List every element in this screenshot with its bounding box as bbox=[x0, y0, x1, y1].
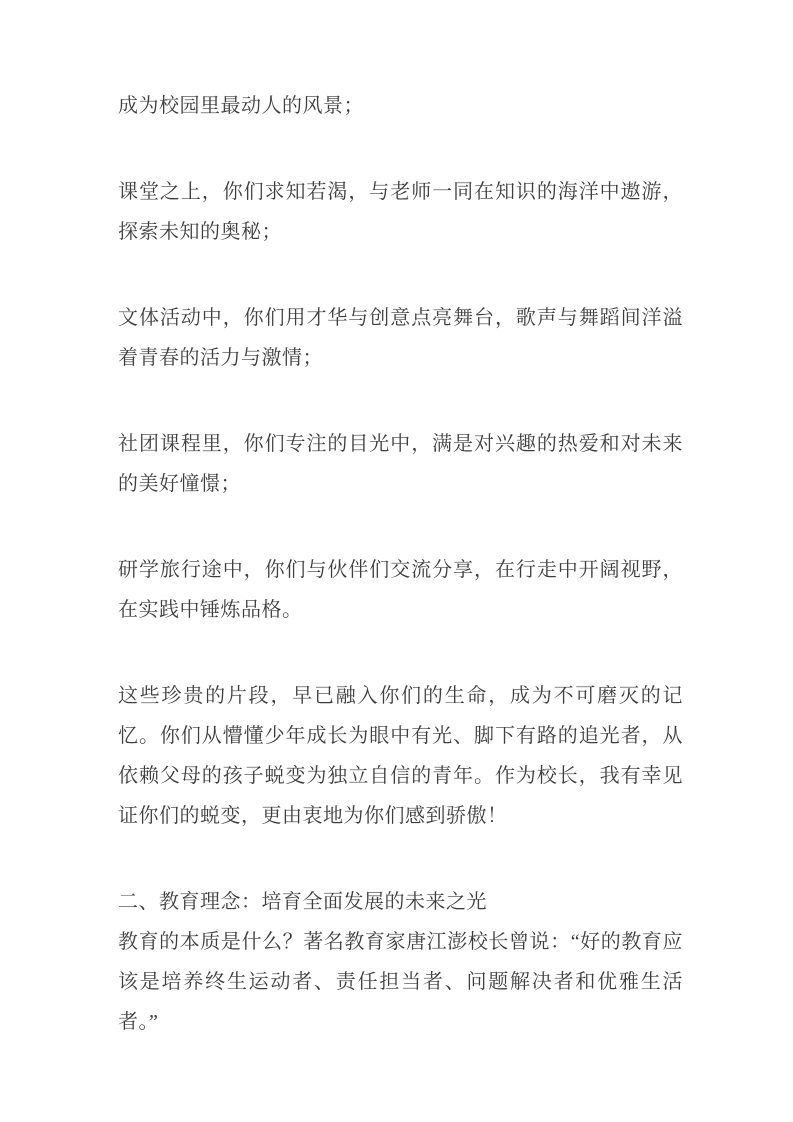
paragraph-education-essence: 教育的本质是什么？著名教育家唐江澎校长曾说：“好的教育应该是培养终生运动者、责任担当者、问题解决者和优雅生活者。” bbox=[118, 931, 683, 1033]
paragraph-activities: 文体活动中，你们用才华与创意点亮舞台，歌声与舞蹈间洋溢着青春的活力与激情； bbox=[118, 307, 683, 369]
paragraph-classroom: 课堂之上，你们求知若渴，与老师一同在知识的海洋中遨游，探索未知的奥秘； bbox=[118, 181, 683, 243]
paragraph-clubs: 社团课程里，你们专注的目光中，满是对兴趣的热爱和对未来的美好憧憬； bbox=[118, 433, 683, 495]
paragraph-study-trip: 研学旅行途中，你们与伙伴们交流分享，在行走中开阔视野，在实践中锤炼品格。 bbox=[118, 559, 683, 621]
section-heading-education-philosophy: 二、教育理念：培育全面发展的未来之光 bbox=[118, 891, 487, 913]
paragraph-memories: 这些珍贵的片段，早已融入你们的生命，成为不可磨灭的记忆。你们从懵懂少年成长为眼中有光、脚下有路的追光者，从依赖父母的孩子蜕变为独立自信的青年。作为校长，我有幸见证你们的蜕变，更由衷地为你们感到骄傲！ bbox=[118, 685, 683, 827]
paragraph-campus-scenery: 成为校园里最动人的风景； bbox=[118, 95, 364, 117]
